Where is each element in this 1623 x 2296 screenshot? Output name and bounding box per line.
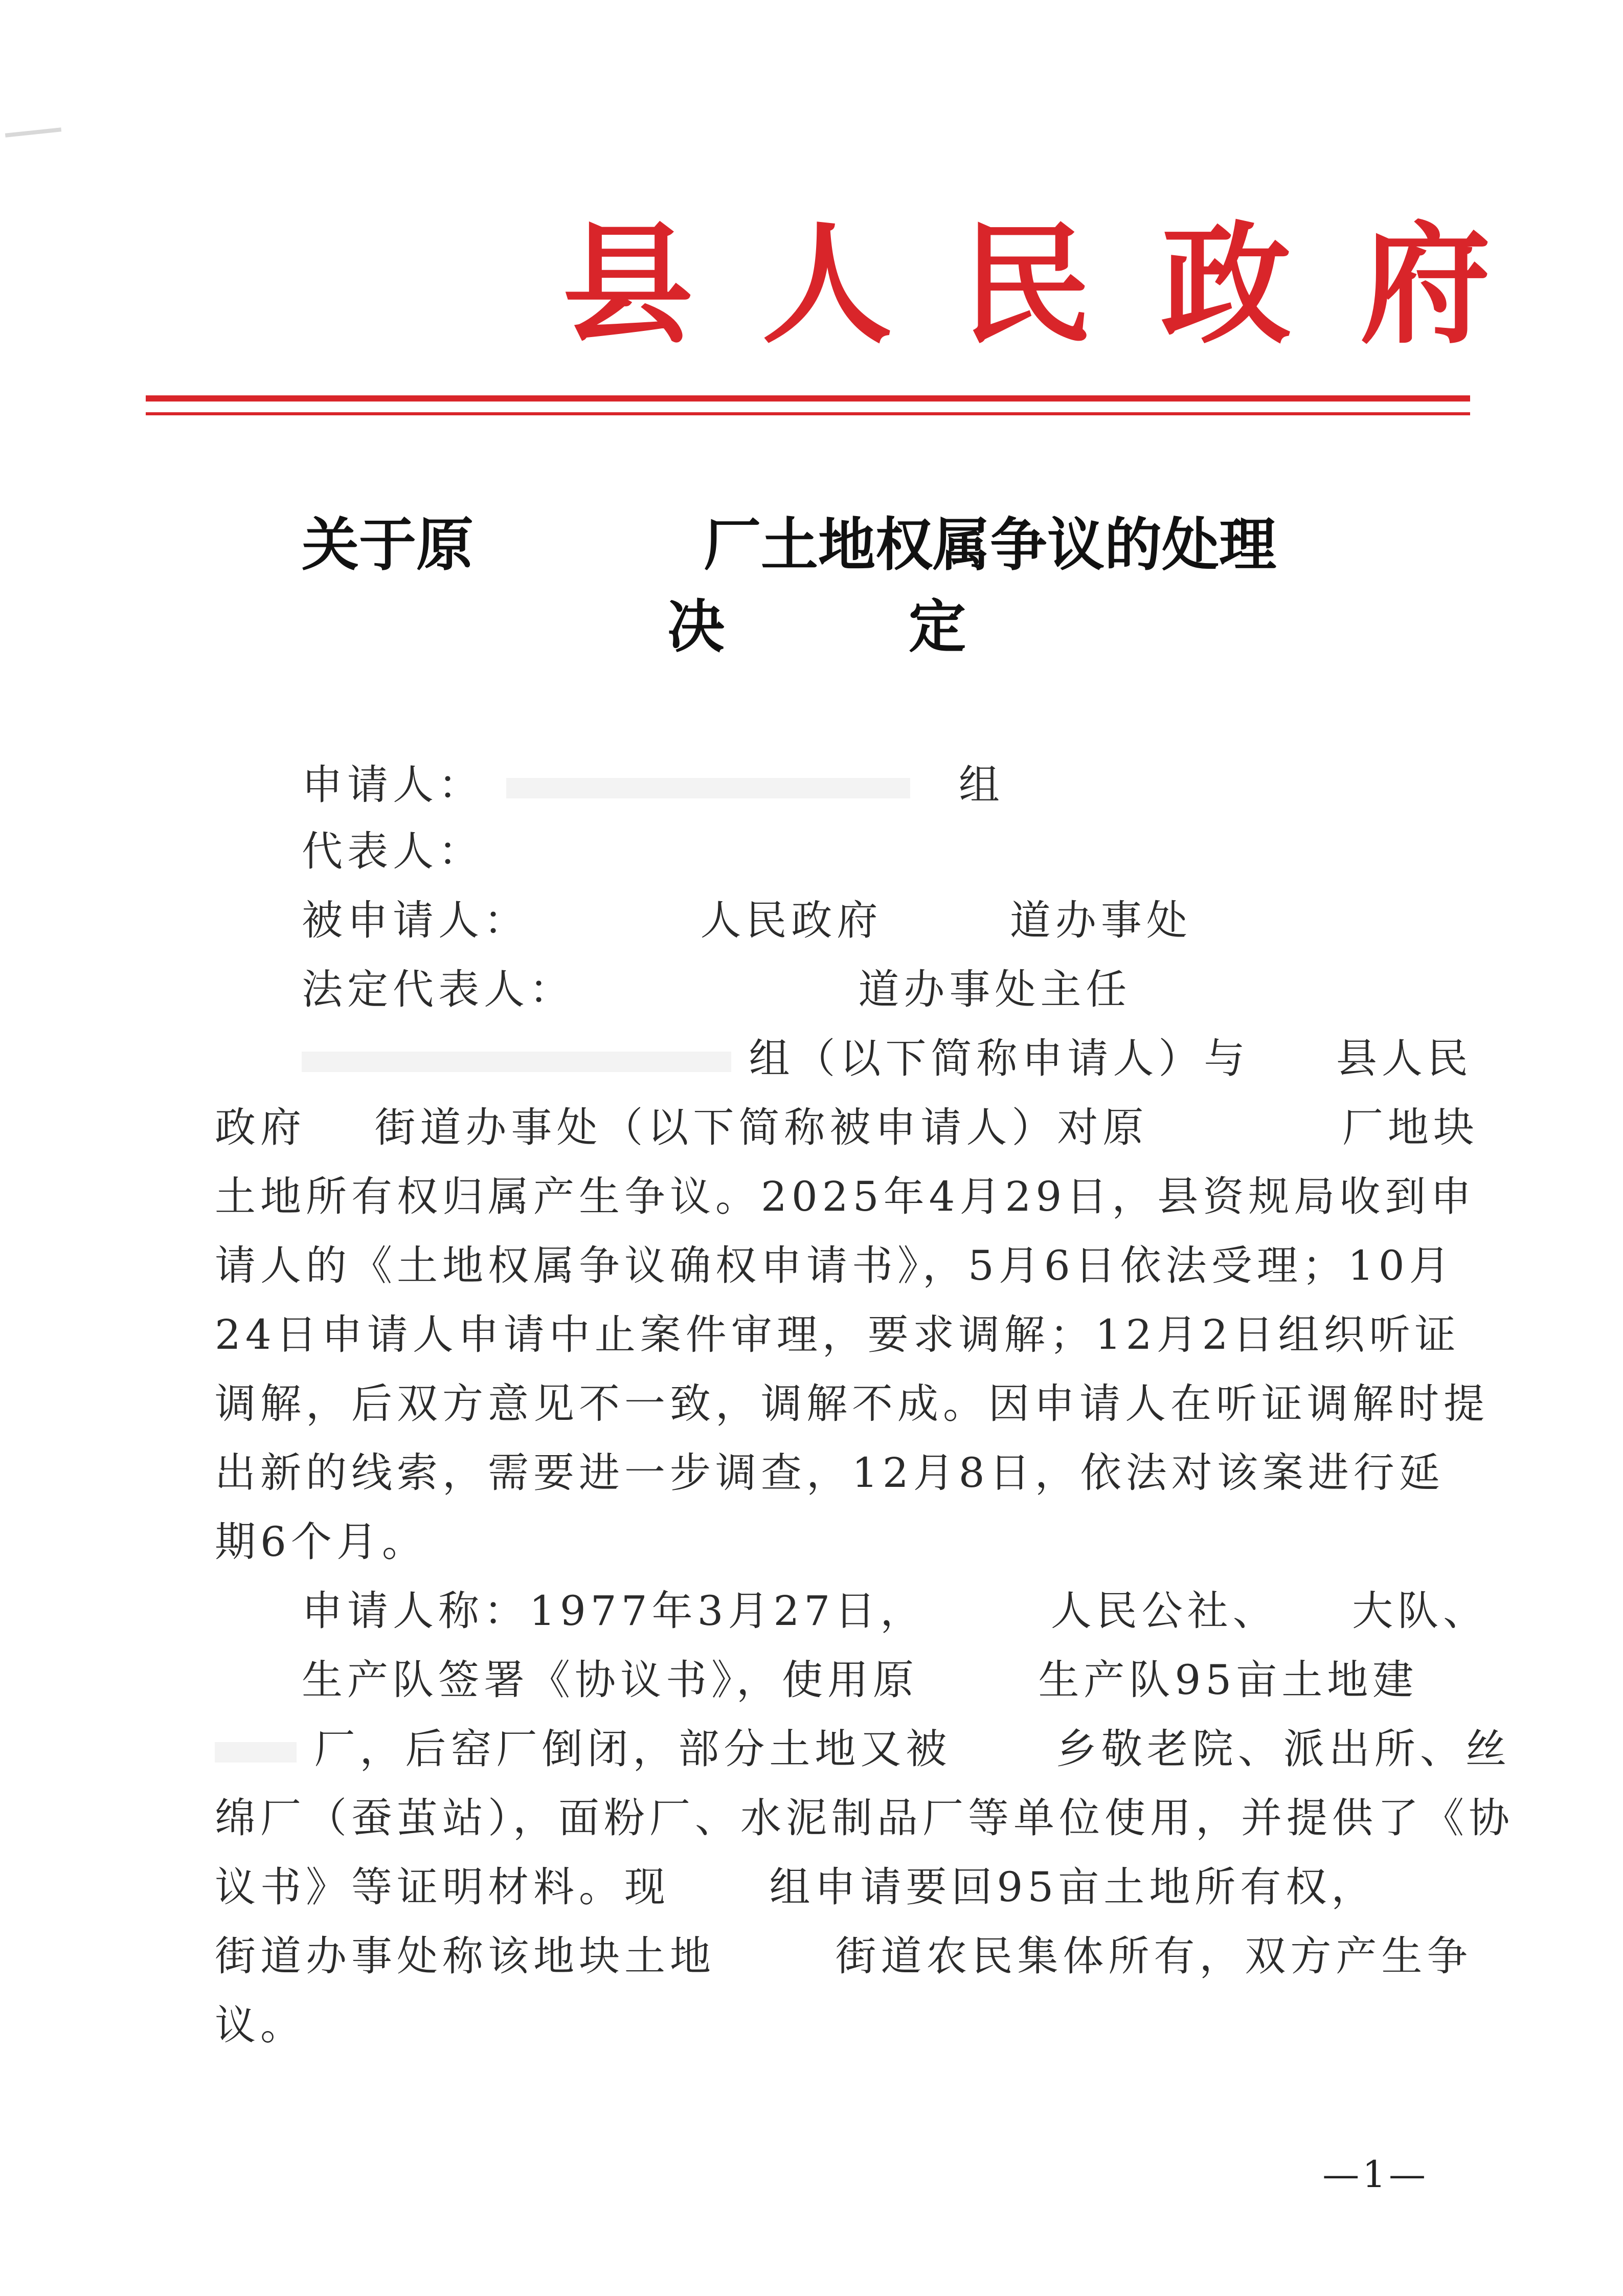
document-title-line2 [667, 594, 966, 660]
p2-l1-a: 申请人称：1977年3月27日， [302, 1587, 926, 1635]
header-red-rule-thin [146, 412, 1470, 415]
paragraph1-line3: 土地所有权归属产生争议。2025年4月29日，县资规局收到申 [215, 1173, 1476, 1220]
respondent-value1: 人民政府 [700, 897, 883, 944]
representative-label: 代表人： [302, 828, 484, 875]
applicant-label: 申请人： [302, 761, 484, 809]
p2-l3-a: 厂，后窑厂倒闭，部分土地又被 [314, 1725, 952, 1773]
paragraph1-line4: 请人的《土地权属争议确权申请书》，5月6日依法受理；10月 [215, 1242, 1455, 1289]
p1-l2-b: 街道办事处（以下简称被申请人）对原 [374, 1104, 1148, 1151]
paragraph1-line2 [215, 1104, 1479, 1151]
scan-artifact [5, 127, 61, 137]
paragraph2-line4: 绵厂（蚕茧站），面粉厂、水泥制品厂等单位使用，并提供了《协 [215, 1794, 1514, 1842]
representative-line [302, 828, 484, 875]
paragraph1-line6: 调解，后双方意见不一致，调解不成。因申请人在听证调解时提 [215, 1380, 1489, 1428]
p1-l2-c: 厂地块 [1342, 1104, 1479, 1151]
title-part2: 厂土地权属争议的处理 [704, 512, 1276, 578]
issuer-header: 县人民政府 [562, 209, 1560, 362]
redacted-block [302, 1052, 731, 1072]
title-decision-char2: 定 [909, 594, 966, 660]
paragraph2-line6 [215, 1932, 1473, 1980]
p2-l6-a: 街道办事处称该地块土地 [215, 1932, 715, 1980]
p1-l1-b: 县人民 [1336, 1035, 1473, 1082]
redacted-block [506, 778, 910, 798]
paragraph1-line7: 出新的线索，需要进一步调查，12月8日，依法对该案进行延 [215, 1449, 1445, 1497]
legal-rep-label: 法定代表人： [302, 966, 575, 1013]
p2-l5-b: 组申请要回95亩土地所有权， [769, 1863, 1377, 1911]
document-title-line1 [302, 512, 1276, 578]
page-number: —1— [1322, 2153, 1429, 2196]
p1-l2-a: 政府 [215, 1104, 306, 1151]
paragraph2-line1 [302, 1587, 1489, 1635]
respondent-value2: 道办事处 [1009, 897, 1192, 944]
paragraph2-line5 [215, 1863, 1377, 1911]
paragraph2-line7: 议。 [215, 2001, 306, 2049]
applicant-line [302, 761, 1004, 809]
p2-l5-a: 议书》等证明材料。现 [215, 1863, 670, 1911]
paragraph2-line2 [302, 1656, 1418, 1704]
p2-l1-c: 大队、 [1352, 1587, 1489, 1635]
title-decision-char1: 决 [667, 594, 725, 660]
paragraph1-line5: 24日申请人申请中止案件审理，要求调解；12月2日组织听证 [215, 1311, 1460, 1358]
p2-l1-b: 人民公社、 [1050, 1587, 1278, 1635]
applicant-value: 组 [958, 761, 1004, 809]
paragraph2-line3 [215, 1725, 1511, 1773]
respondent-line [302, 897, 1192, 944]
paragraph1-line8: 期6个月。 [215, 1518, 427, 1566]
paragraph1-line1 [302, 1035, 1473, 1082]
p2-l2-a: 生产队签署《协议书》，使用原 [302, 1656, 918, 1704]
p2-l6-b: 街道农民集体所有，双方产生争 [835, 1932, 1473, 1980]
legal-rep-value: 道办事处主任 [858, 966, 1132, 1013]
redacted-block [215, 1742, 297, 1763]
p2-l2-b: 生产队95亩土地建 [1038, 1656, 1418, 1704]
header-red-rule-thick [146, 395, 1470, 402]
respondent-label: 被申请人： [302, 897, 529, 944]
p2-l3-b: 乡敬老院、派出所、丝 [1055, 1725, 1511, 1773]
legal-representative-line [302, 966, 1132, 1013]
title-part1: 关于原 [302, 512, 474, 578]
p1-l1-a: 组（以下简称申请人）与 [749, 1035, 1250, 1082]
